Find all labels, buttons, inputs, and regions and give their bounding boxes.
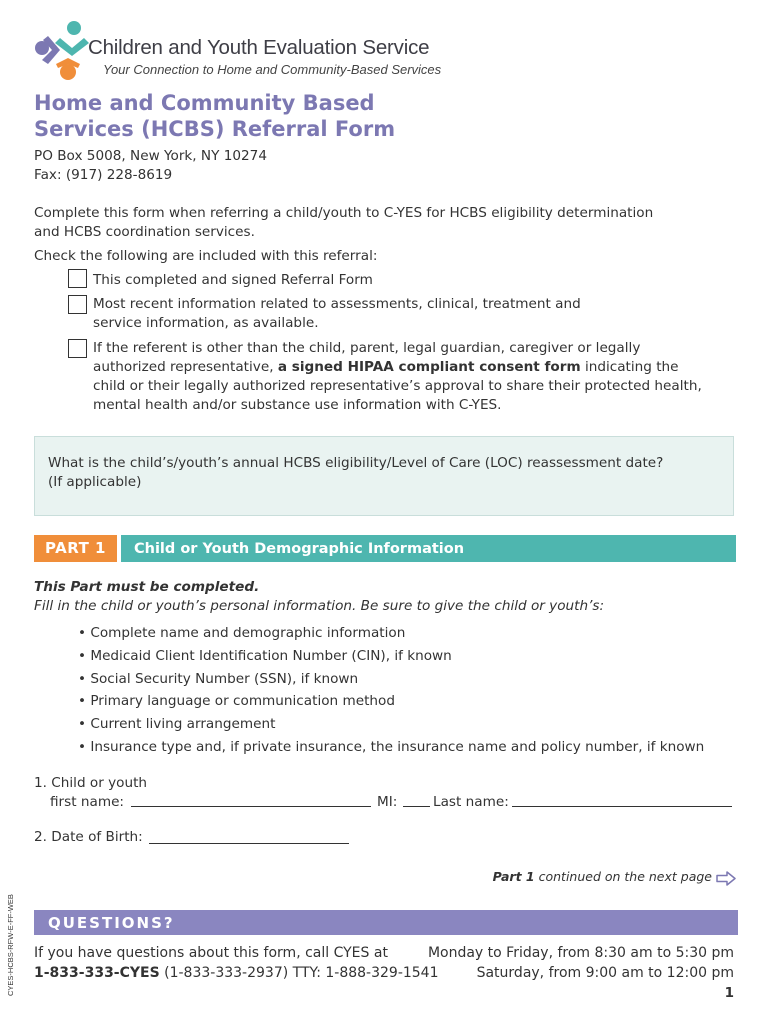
checkbox-referral-form[interactable]: [68, 269, 87, 288]
checklist-item-3-line4: mental health and/or substance use information with C-YES.: [93, 397, 502, 413]
hours-saturday: Saturday, from 9:00 am to 12:00 pm: [476, 965, 734, 981]
intro-line2: and HCBS coordination services.: [34, 224, 255, 240]
checklist-item-3-line2: [93, 358, 679, 377]
questions-title: QUESTIONS?: [48, 914, 175, 932]
part1-must: This Part must be completed.: [34, 579, 260, 595]
loc-question-line1: What is the child’s/youth’s annual HCBS eligibility/Level of Care (LOC) reassessment date?: [48, 455, 664, 471]
list-item: • Current living arrangement: [78, 716, 276, 733]
part1-instruction: Fill in the child or youth’s personal information. Be sure to give the child or youth’s:: [34, 598, 605, 614]
checklist-item-3-line1: If the referent is other than the child, parent, legal guardian, caregiver or legally: [93, 340, 641, 356]
form-code: CYES-HCBS-RFW-E-FF-WEB: [6, 894, 15, 996]
list-item: • Social Security Number (SSN), if known: [78, 670, 359, 687]
form-title: [34, 90, 454, 142]
part1-tag: PART 1: [34, 535, 117, 562]
last-name-label: Last name:: [433, 794, 509, 810]
check-prompt: Check the following are included with this referral:: [34, 248, 378, 264]
cyes-logo: [34, 20, 92, 82]
cyes-phone: 1-833-333-CYES: [34, 965, 160, 981]
checklist-item-3-text-b: indicating the: [580, 359, 679, 375]
hours-weekdays: Monday to Friday, from 8:30 am to 5:30 pm: [427, 945, 734, 961]
last-name-field[interactable]: [512, 806, 732, 807]
questions-phone-line: [34, 964, 439, 983]
q1-label: 1. Child or youth: [34, 775, 148, 791]
middle-initial-field[interactable]: [403, 806, 430, 807]
hipaa-consent-emphasis: a signed HIPAA compliant consent form: [277, 359, 581, 375]
dob-label: 2. Date of Birth:: [34, 829, 143, 845]
first-name-field[interactable]: [131, 806, 371, 807]
continued-part-label: Part 1: [492, 869, 535, 884]
list-item: • Primary language or communication method: [78, 693, 395, 710]
checkbox-assessments[interactable]: [68, 295, 87, 314]
intro-line1: Complete this form when referring a child/youth to C-YES for HCBS eligibility determination: [34, 205, 654, 221]
address: PO Box 5008, New York, NY 10274: [34, 148, 267, 164]
checklist-item-3-text-a: authorized representative,: [93, 359, 278, 375]
first-name-label: first name:: [50, 794, 125, 810]
continued-note: [480, 869, 712, 884]
checklist-item-2-line1: Most recent information related to assessments, clinical, treatment and: [93, 296, 581, 312]
continued-text: continued on the next page: [534, 869, 712, 884]
form-title-line1: Home and Community Based: [34, 91, 375, 115]
arrow-right-icon: [716, 871, 736, 886]
fax: Fax: (917) 228-8619: [34, 167, 173, 183]
mi-label: MI:: [377, 794, 398, 810]
org-tagline: Your Connection to Home and Community-Based Services: [103, 62, 442, 77]
org-name: Children and Youth Evaluation Service: [88, 36, 430, 59]
cyes-phone-alt: (1-833-333-2937) TTY: 1-888-329-1541: [159, 965, 439, 981]
part1-bullet-list: [78, 622, 704, 759]
checklist-item-1: This completed and signed Referral Form: [93, 272, 373, 288]
list-item: • Medicaid Client Identification Number (CIN), if known: [78, 647, 452, 664]
checklist-item-2-line2: service information, as available.: [93, 315, 319, 331]
questions-help-line1: If you have questions about this form, call CYES at: [34, 945, 388, 961]
part1-title: Child or Youth Demographic Information: [134, 541, 465, 557]
date-of-birth-field[interactable]: [149, 843, 349, 844]
checkbox-hipaa-consent[interactable]: [68, 339, 87, 358]
checklist-item-3-line3: child or their legally authorized representative’s approval to share their protected health,: [93, 378, 702, 394]
list-item: • Insurance type and, if private insurance, the insurance name and policy number, if known: [78, 738, 705, 755]
loc-question-line2: (If applicable): [48, 474, 142, 490]
page-number: 1: [724, 985, 734, 1001]
list-item: • Complete name and demographic information: [78, 625, 406, 641]
form-title-line2: Services (HCBS) Referral Form: [34, 117, 396, 141]
